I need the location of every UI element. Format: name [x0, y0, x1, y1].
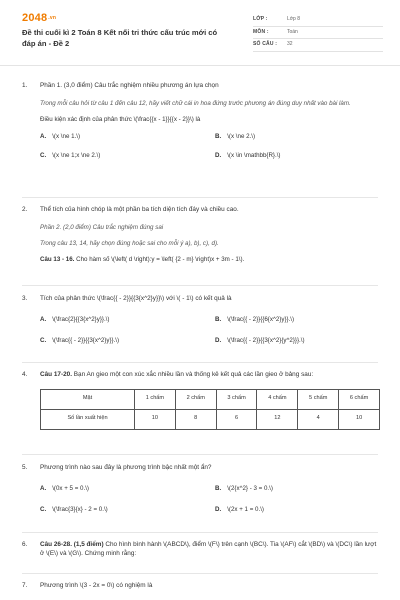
question-number: 7.: [22, 582, 28, 589]
table-cell: 12: [257, 409, 298, 429]
page-header: [0, 0, 400, 66]
divider: [22, 532, 378, 533]
question-text: Thể tích của hình chóp là một phần ba tích diện tích đáy và chiều cao.: [40, 206, 239, 213]
question-number: 4.: [22, 371, 28, 378]
table-cell: Mặt: [41, 389, 135, 409]
question-number: 2.: [22, 206, 28, 213]
question-section-heading: Phần 2. (2,0 điểm) Câu trắc nghiệm đúng sai: [40, 223, 164, 231]
question-5: [22, 464, 382, 514]
table-row: [41, 409, 380, 429]
divider: [22, 573, 378, 574]
divider: [22, 285, 378, 286]
question-prompt: Điều kiện xác định của phân thức \(\frac{{x - 1}}{{x - 2}}\) là: [40, 116, 201, 123]
meta-row-count: [253, 39, 383, 52]
option-c[interactable]: C. \(x \ne 1;x \ne 2.\): [40, 151, 101, 159]
question-number: 3.: [22, 295, 28, 302]
dice-results-table: [40, 389, 380, 430]
option-c[interactable]: C. \(\frac{3}{x} - 2 = 0.\): [40, 506, 108, 513]
table-cell: 10: [339, 409, 380, 429]
question-3: [22, 295, 382, 345]
question-text: Câu 17-20. Bạn An gieo một con xúc xắc nhiều lần và thống kê kết quả các lần gieo ở bảng sau:: [40, 371, 314, 378]
option-b[interactable]: B. \(2{x^2} - 3 = 0.\): [215, 484, 273, 492]
table-cell: 10: [135, 409, 176, 429]
table-cell: 4 chấm: [257, 389, 298, 409]
logo-suffix: .vn: [48, 15, 57, 21]
option-d[interactable]: D. \(\frac{{ - 2}}{{3{x^2}{y^2}}}.\): [215, 337, 305, 344]
table-cell: 2 chấm: [175, 389, 216, 409]
option-a[interactable]: A. \(0x + 5 = 0.\): [40, 484, 89, 492]
divider: [22, 454, 378, 455]
table-cell: 6: [216, 409, 257, 429]
table-cell: 3 chấm: [216, 389, 257, 409]
question-number: 6.: [22, 541, 28, 548]
meta-value: 32: [287, 41, 293, 48]
question-4: [22, 371, 382, 430]
table-cell: Số lần xuất hiện: [41, 409, 135, 429]
table-cell: 4: [298, 409, 339, 429]
option-a[interactable]: A. \(\frac{2}{{3{x^2}y}}.\): [40, 315, 110, 323]
divider: [22, 197, 378, 198]
question-text: Tích của phân thức \(\frac{{ - 2}}{{3{x^2}y}}\) với \( - 1\) có kết quả là: [40, 295, 232, 302]
question-text: Phương trình nào sau đây là phương trình bậc nhất một ẩn?: [40, 464, 212, 471]
meta-key: SỐ CÂU :: [253, 41, 278, 48]
answer-options: [40, 133, 382, 160]
logo-main: 2048: [22, 12, 48, 24]
answer-options: [40, 485, 382, 515]
option-b[interactable]: B. \(\frac{{ - 2}}{{6{x^2}y}}.\): [215, 315, 295, 323]
question-text: Phần 1. (3,0 điểm) Câu trắc nghiệm nhiều phương án lựa chọn: [40, 82, 219, 89]
question-number: 1.: [22, 82, 28, 89]
option-b[interactable]: B. \(x \ne 2.\): [215, 133, 256, 141]
question-text: Câu 26-28. (1,5 điểm) Cho hình bình hành \(ABCD\), điểm \(F\) trên cạnh \(BC\). Tia \(AF\) cắt \(BD\) và \(DC\) lần lượt ở \(E\) và \(G\). Chứng minh rằng:: [40, 541, 377, 557]
site-logo[interactable]: [22, 11, 56, 26]
question-text: Phương trình \(3 - 2x = 0\) có nghiệm là: [40, 582, 153, 589]
question-7: [22, 582, 382, 591]
exam-title: Đề thi cuối kì 2 Toán 8 Kết nối tri thức cấu trúc mới có đáp án - Đề 2: [22, 28, 218, 48]
table-cell: 6 chấm: [339, 389, 380, 409]
question-1: [22, 82, 382, 160]
option-a[interactable]: A. \(x \ne 1.\): [40, 133, 81, 141]
meta-key: LỚP :: [253, 16, 268, 23]
option-d[interactable]: D. \(x \in \mathbb{R}.\): [215, 151, 281, 159]
question-instruction: Trong mỗi câu hỏi từ câu 1 đến câu 12, hãy viết chữ cái in hoa đứng trước phương án đúng duy nhất vào bài làm.: [40, 99, 351, 107]
meta-row-class: [253, 14, 383, 27]
option-c[interactable]: C. \(\frac{{ - 2}}{{3{x^2}y}}.\): [40, 337, 120, 344]
question-prompt: Câu 13 - 16. Cho hàm số \(\left( d \right):y = \left( {2 - m} \right)x + 3m - 1\).: [40, 256, 245, 264]
divider: [22, 362, 378, 363]
question-instruction: Trong câu 13, 14, hãy chọn đúng hoặc sai cho mỗi ý a), b), c), d).: [40, 240, 219, 247]
exam-meta: [253, 14, 383, 52]
table-header-row: [41, 389, 380, 409]
question-2: [22, 206, 382, 265]
meta-key: MÔN :: [253, 28, 269, 35]
meta-row-subject: [253, 27, 383, 40]
table-cell: 8: [175, 409, 216, 429]
answer-options: [40, 316, 382, 346]
question-6: [22, 541, 382, 558]
option-d[interactable]: D. \(2x + 1 = 0.\): [215, 506, 264, 513]
meta-value: Toán: [287, 28, 298, 35]
meta-value: Lớp 8: [287, 16, 301, 23]
question-number: 5.: [22, 464, 28, 471]
table-cell: 1 chấm: [135, 389, 176, 409]
table-cell: 5 chấm: [298, 389, 339, 409]
